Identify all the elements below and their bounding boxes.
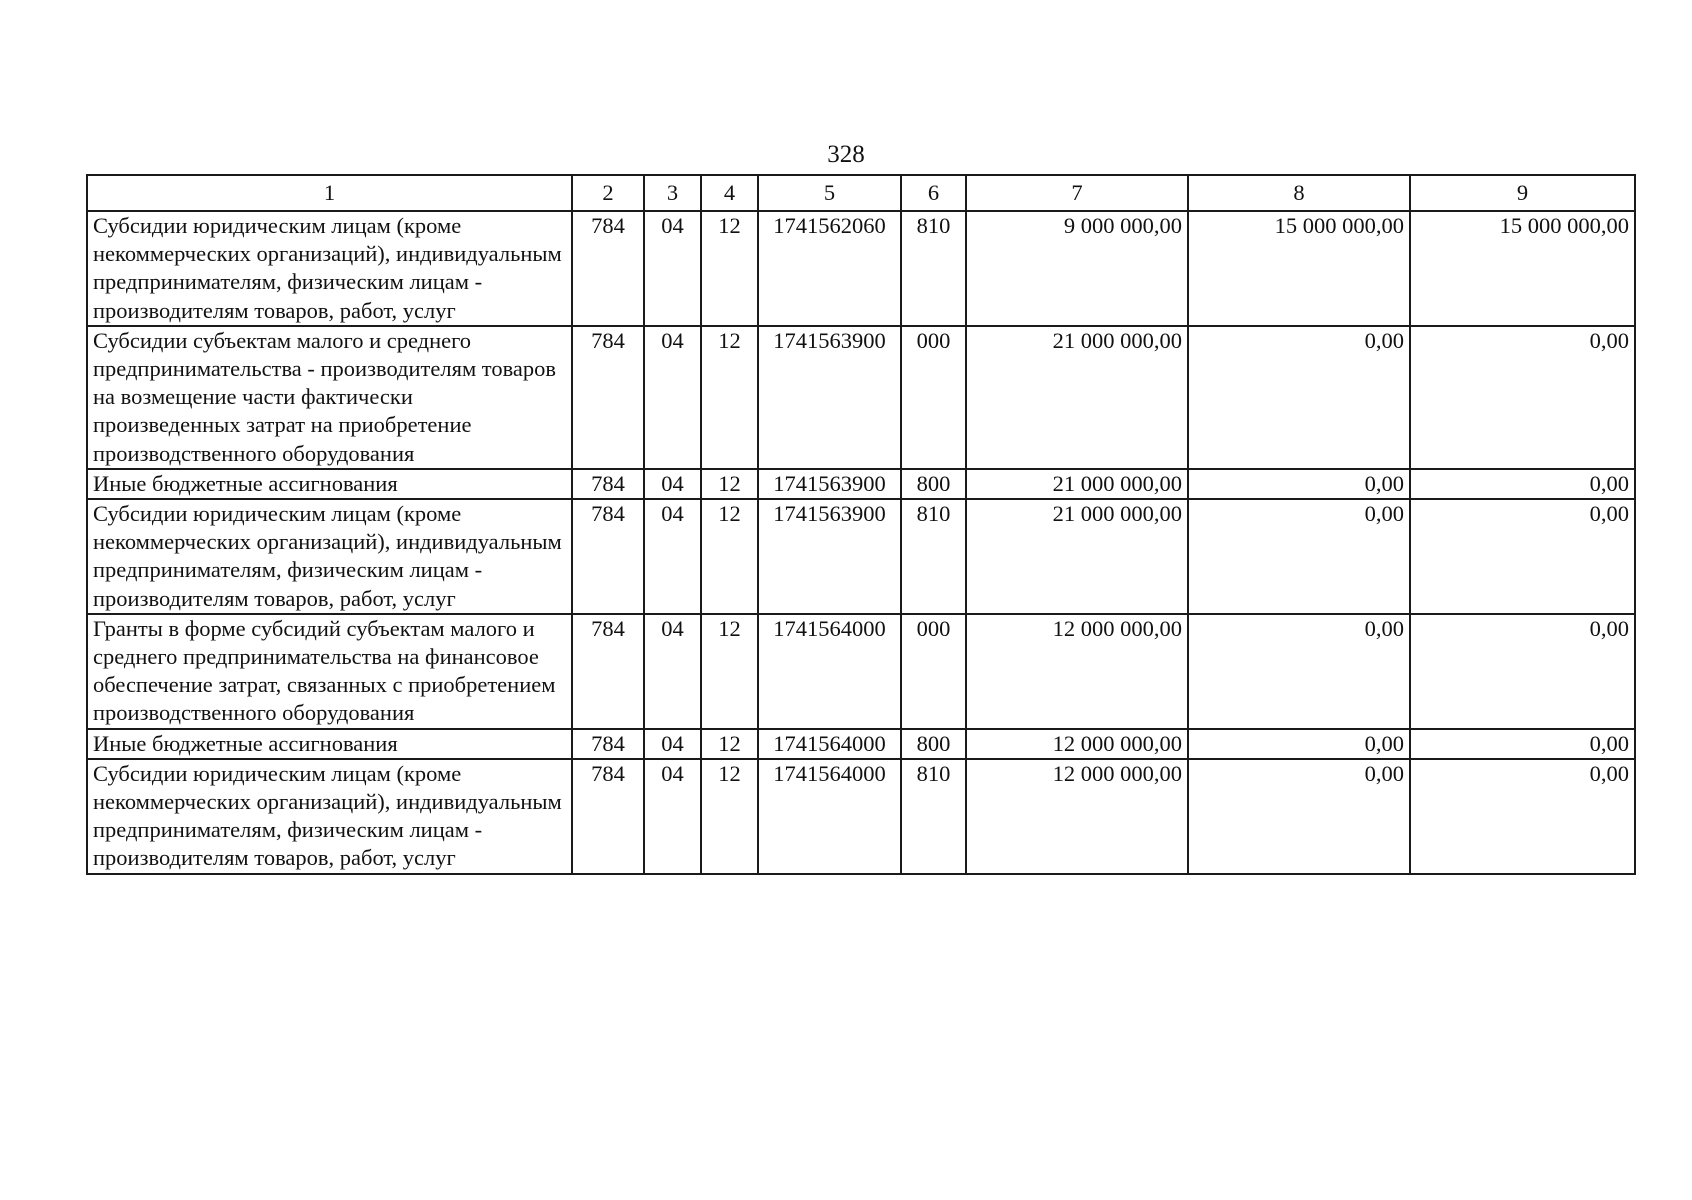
row-code-6: 000: [901, 614, 966, 729]
row-amount-9: 0,00: [1410, 499, 1635, 614]
table-row: [87, 499, 1635, 614]
row-amount-9: 0,00: [1410, 469, 1635, 499]
header-col-9: 9: [1410, 175, 1635, 211]
row-code-6: 810: [901, 499, 966, 614]
row-amount-7: 9 000 000,00: [966, 211, 1188, 326]
row-code-3: 04: [644, 469, 701, 499]
row-name: Иные бюджетные ассигнования: [87, 729, 572, 759]
row-name: Субсидии юридическим лицам (кроме некоммерческих организаций), индивидуальным предпринимателям, физическим лицам - производителям товаров, работ, услуг: [87, 499, 572, 614]
row-amount-8: 15 000 000,00: [1188, 211, 1410, 326]
row-amount-9: 0,00: [1410, 614, 1635, 729]
row-name: Гранты в форме субсидий субъектам малого и среднего предпринимательства на финансовое обеспечение затрат, связанных с приобретением производственного оборудования: [87, 614, 572, 729]
row-code-6: 800: [901, 469, 966, 499]
row-code-2: 784: [572, 326, 644, 469]
header-col-6: 6: [901, 175, 966, 211]
row-code-5: 1741562060: [758, 211, 901, 326]
row-code-5: 1741564000: [758, 729, 901, 759]
row-amount-8: 0,00: [1188, 326, 1410, 469]
row-amount-9: 15 000 000,00: [1410, 211, 1635, 326]
row-amount-7: 12 000 000,00: [966, 729, 1188, 759]
row-code-3: 04: [644, 499, 701, 614]
header-col-1: 1: [87, 175, 572, 211]
row-amount-9: 0,00: [1410, 326, 1635, 469]
table-row: [87, 469, 1635, 499]
header-col-7: 7: [966, 175, 1188, 211]
row-code-2: 784: [572, 759, 644, 874]
row-code-4: 12: [701, 729, 758, 759]
table-row: [87, 759, 1635, 874]
row-amount-8: 0,00: [1188, 499, 1410, 614]
row-code-5: 1741563900: [758, 469, 901, 499]
row-amount-7: 12 000 000,00: [966, 759, 1188, 874]
row-code-6: 810: [901, 759, 966, 874]
row-code-3: 04: [644, 759, 701, 874]
row-name: Субсидии субъектам малого и среднего предпринимательства - производителям товаров на возмещение части фактически произведенных затрат на приобретение производственного оборудования: [87, 326, 572, 469]
row-code-5: 1741564000: [758, 614, 901, 729]
row-amount-8: 0,00: [1188, 614, 1410, 729]
header-col-2: 2: [572, 175, 644, 211]
row-amount-9: 0,00: [1410, 729, 1635, 759]
row-name: Иные бюджетные ассигнования: [87, 469, 572, 499]
table-row: [87, 211, 1635, 326]
row-code-2: 784: [572, 729, 644, 759]
header-col-3: 3: [644, 175, 701, 211]
row-code-4: 12: [701, 614, 758, 729]
page-number: 328: [827, 141, 865, 168]
row-amount-7: 21 000 000,00: [966, 326, 1188, 469]
row-code-2: 784: [572, 211, 644, 326]
row-code-5: 1741563900: [758, 499, 901, 614]
row-code-6: 800: [901, 729, 966, 759]
header-col-8: 8: [1188, 175, 1410, 211]
row-code-6: 000: [901, 326, 966, 469]
header-col-5: 5: [758, 175, 901, 211]
row-code-2: 784: [572, 499, 644, 614]
budget-table: [86, 174, 1636, 875]
row-code-4: 12: [701, 211, 758, 326]
row-name: Субсидии юридическим лицам (кроме некоммерческих организаций), индивидуальным предпринимателям, физическим лицам - производителям товаров, работ, услуг: [87, 759, 572, 874]
table-row: [87, 614, 1635, 729]
row-code-3: 04: [644, 326, 701, 469]
row-code-3: 04: [644, 729, 701, 759]
row-name: Субсидии юридическим лицам (кроме некоммерческих организаций), индивидуальным предпринимателям, физическим лицам - производителям товаров, работ, услуг: [87, 211, 572, 326]
row-code-4: 12: [701, 759, 758, 874]
row-code-4: 12: [701, 469, 758, 499]
row-code-4: 12: [701, 326, 758, 469]
row-amount-8: 0,00: [1188, 759, 1410, 874]
header-col-4: 4: [701, 175, 758, 211]
row-code-5: 1741563900: [758, 326, 901, 469]
row-amount-8: 0,00: [1188, 469, 1410, 499]
row-amount-7: 21 000 000,00: [966, 499, 1188, 614]
row-amount-7: 12 000 000,00: [966, 614, 1188, 729]
row-code-3: 04: [644, 614, 701, 729]
row-amount-7: 21 000 000,00: [966, 469, 1188, 499]
row-code-2: 784: [572, 469, 644, 499]
row-code-4: 12: [701, 499, 758, 614]
table-row: [87, 326, 1635, 469]
row-code-6: 810: [901, 211, 966, 326]
header-row: [87, 175, 1635, 211]
row-amount-8: 0,00: [1188, 729, 1410, 759]
table-row: [87, 729, 1635, 759]
row-code-2: 784: [572, 614, 644, 729]
row-code-3: 04: [644, 211, 701, 326]
row-amount-9: 0,00: [1410, 759, 1635, 874]
row-code-5: 1741564000: [758, 759, 901, 874]
